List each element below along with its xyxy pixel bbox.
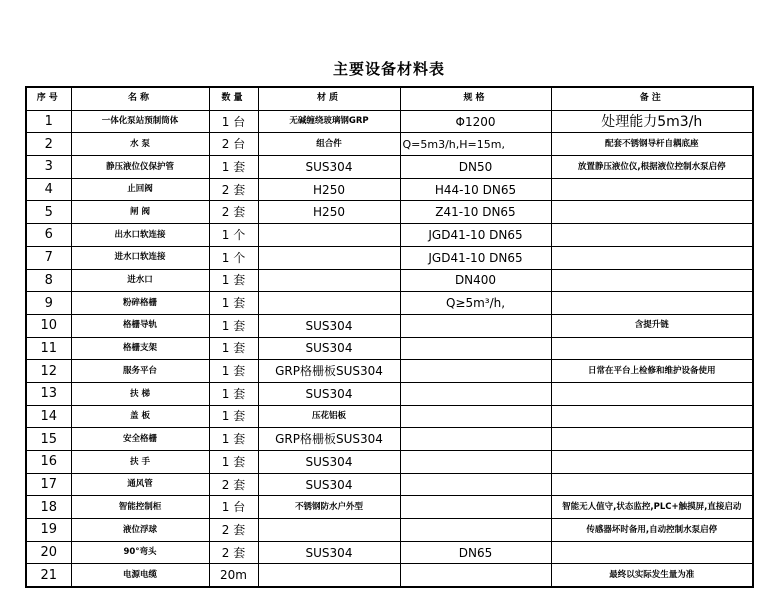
cell-no: 1 (26, 110, 71, 133)
cell-spec (400, 428, 551, 451)
cell-no: 18 (26, 496, 71, 519)
header-note: 备注 (551, 87, 753, 110)
cell-material: SUS304 (258, 451, 400, 474)
header-spec: 规格 (400, 87, 551, 110)
cell-name: 水 泵 (71, 133, 209, 156)
cell-name: 智能控制柜 (71, 496, 209, 519)
cell-qty: 1 台 (209, 496, 258, 519)
cell-qty: 1 套 (209, 337, 258, 360)
cell-spec: DN50 (400, 156, 551, 179)
cell-spec (400, 405, 551, 428)
cell-qty: 1 个 (209, 224, 258, 247)
cell-material (258, 224, 400, 247)
cell-note (551, 292, 753, 315)
table-row (26, 382, 753, 405)
cell-material: SUS304 (258, 156, 400, 179)
table-row (26, 451, 753, 474)
cell-name: 盖 板 (71, 405, 209, 428)
cell-material: 不锈钢防水户外型 (258, 496, 400, 519)
cell-name: 通风管 (71, 473, 209, 496)
table-row (26, 269, 753, 292)
cell-material (258, 292, 400, 315)
cell-spec: JGD41-10 DN65 (400, 224, 551, 247)
cell-qty: 1 套 (209, 360, 258, 383)
cell-material: H250 (258, 201, 400, 224)
table-row (26, 496, 753, 519)
cell-note: 处理能力5m3/h (551, 110, 753, 133)
cell-note: 传感器坏时备用,自动控制水泵启停 (551, 519, 753, 542)
cell-material (258, 564, 400, 587)
cell-note (551, 178, 753, 201)
cell-name: 服务平台 (71, 360, 209, 383)
cell-note: 智能无人值守,状态监控,PLC+触摸屏,直接启动 (551, 496, 753, 519)
cell-qty: 1 个 (209, 246, 258, 269)
cell-qty: 1 台 (209, 110, 258, 133)
cell-spec (400, 314, 551, 337)
cell-note (551, 405, 753, 428)
cell-spec: H44-10 DN65 (400, 178, 551, 201)
cell-name: 出水口软连接 (71, 224, 209, 247)
cell-material: SUS304 (258, 473, 400, 496)
cell-spec (400, 382, 551, 405)
cell-note (551, 541, 753, 564)
cell-spec: Z41-10 DN65 (400, 201, 551, 224)
table-row (26, 178, 753, 201)
table-row (26, 519, 753, 542)
cell-spec (400, 473, 551, 496)
table-row (26, 133, 753, 156)
cell-name: 电源电缆 (71, 564, 209, 587)
cell-no: 3 (26, 156, 71, 179)
cell-spec: JGD41-10 DN65 (400, 246, 551, 269)
cell-qty: 2 套 (209, 201, 258, 224)
cell-no: 4 (26, 178, 71, 201)
table-row (26, 428, 753, 451)
cell-note: 配套不锈钢导杆自耦底座 (551, 133, 753, 156)
cell-spec (400, 360, 551, 383)
cell-spec (400, 519, 551, 542)
table-row (26, 360, 753, 383)
cell-material: SUS304 (258, 314, 400, 337)
table-row (26, 564, 753, 587)
table-row (26, 201, 753, 224)
cell-note: 日常在平台上检修和维护设备使用 (551, 360, 753, 383)
cell-name: 扶 手 (71, 451, 209, 474)
cell-name: 安全格栅 (71, 428, 209, 451)
cell-name: 一体化泵站预制筒体 (71, 110, 209, 133)
cell-no: 9 (26, 292, 71, 315)
header-material: 材质 (258, 87, 400, 110)
cell-no: 20 (26, 541, 71, 564)
cell-no: 2 (26, 133, 71, 156)
header-qty: 数量 (209, 87, 258, 110)
cell-qty: 1 套 (209, 428, 258, 451)
cell-material: 压花铝板 (258, 405, 400, 428)
table-row (26, 224, 753, 247)
table-title: 主要设备材料表 (332, 60, 445, 78)
cell-spec (400, 496, 551, 519)
cell-note (551, 201, 753, 224)
cell-no: 21 (26, 564, 71, 587)
cell-qty: 2 套 (209, 178, 258, 201)
table-row (26, 405, 753, 428)
cell-note (551, 337, 753, 360)
table-row (26, 246, 753, 269)
cell-note: 含提升链 (551, 314, 753, 337)
cell-spec (400, 337, 551, 360)
cell-qty: 1 套 (209, 451, 258, 474)
cell-spec (400, 564, 551, 587)
cell-qty: 20m (209, 564, 258, 587)
cell-material: 无碱缠绕玻璃钢GRP (258, 110, 400, 133)
cell-name: 静压液位仪保护管 (71, 156, 209, 179)
table-row (26, 156, 753, 179)
table-row (26, 314, 753, 337)
cell-no: 16 (26, 451, 71, 474)
cell-name: 90°弯头 (71, 541, 209, 564)
cell-qty: 2 台 (209, 133, 258, 156)
equipment-material-table (25, 86, 754, 588)
cell-qty: 1 套 (209, 156, 258, 179)
cell-no: 6 (26, 224, 71, 247)
cell-no: 10 (26, 314, 71, 337)
cell-spec: DN65 (400, 541, 551, 564)
cell-material (258, 246, 400, 269)
cell-note (551, 246, 753, 269)
cell-material (258, 269, 400, 292)
cell-material (258, 519, 400, 542)
cell-note (551, 451, 753, 474)
cell-name: 闸 阀 (71, 201, 209, 224)
cell-qty: 1 套 (209, 292, 258, 315)
cell-qty: 2 套 (209, 519, 258, 542)
cell-qty: 1 套 (209, 314, 258, 337)
cell-spec: DN400 (400, 269, 551, 292)
cell-note (551, 428, 753, 451)
cell-material: 组合件 (258, 133, 400, 156)
cell-note (551, 224, 753, 247)
cell-material: SUS304 (258, 337, 400, 360)
table-row (26, 292, 753, 315)
cell-note (551, 473, 753, 496)
table-row (26, 110, 753, 133)
cell-name: 格栅导轨 (71, 314, 209, 337)
cell-qty: 2 套 (209, 541, 258, 564)
cell-no: 7 (26, 246, 71, 269)
cell-name: 进水口 (71, 269, 209, 292)
cell-no: 15 (26, 428, 71, 451)
cell-note (551, 382, 753, 405)
header-name: 名称 (71, 87, 209, 110)
cell-spec: Q≥5m³/h, (400, 292, 551, 315)
cell-name: 扶 梯 (71, 382, 209, 405)
cell-no: 8 (26, 269, 71, 292)
cell-no: 17 (26, 473, 71, 496)
cell-note: 放置静压液位仪,根据液位控制水泵启停 (551, 156, 753, 179)
cell-qty: 1 套 (209, 269, 258, 292)
cell-material: GRP格栅板SUS304 (258, 428, 400, 451)
table-row (26, 337, 753, 360)
cell-no: 14 (26, 405, 71, 428)
cell-no: 19 (26, 519, 71, 542)
cell-material: GRP格栅板SUS304 (258, 360, 400, 383)
cell-name: 液位浮球 (71, 519, 209, 542)
cell-spec (400, 451, 551, 474)
cell-name: 粉碎格栅 (71, 292, 209, 315)
cell-name: 止回阀 (71, 178, 209, 201)
cell-spec: Φ1200 (400, 110, 551, 133)
cell-material: SUS304 (258, 382, 400, 405)
cell-no: 5 (26, 201, 71, 224)
cell-qty: 2 套 (209, 473, 258, 496)
cell-spec: Q=5m3/h,H=15m, (400, 133, 551, 156)
cell-no: 11 (26, 337, 71, 360)
cell-note (551, 269, 753, 292)
header-no: 序号 (26, 87, 71, 110)
cell-qty: 1 套 (209, 382, 258, 405)
cell-name: 格栅支架 (71, 337, 209, 360)
header-row (26, 87, 753, 110)
cell-note: 最终以实际发生量为准 (551, 564, 753, 587)
cell-material: SUS304 (258, 541, 400, 564)
table-row (26, 473, 753, 496)
cell-name: 进水口软连接 (71, 246, 209, 269)
cell-no: 12 (26, 360, 71, 383)
cell-no: 13 (26, 382, 71, 405)
table-row (26, 541, 753, 564)
cell-qty: 1 套 (209, 405, 258, 428)
cell-material: H250 (258, 178, 400, 201)
